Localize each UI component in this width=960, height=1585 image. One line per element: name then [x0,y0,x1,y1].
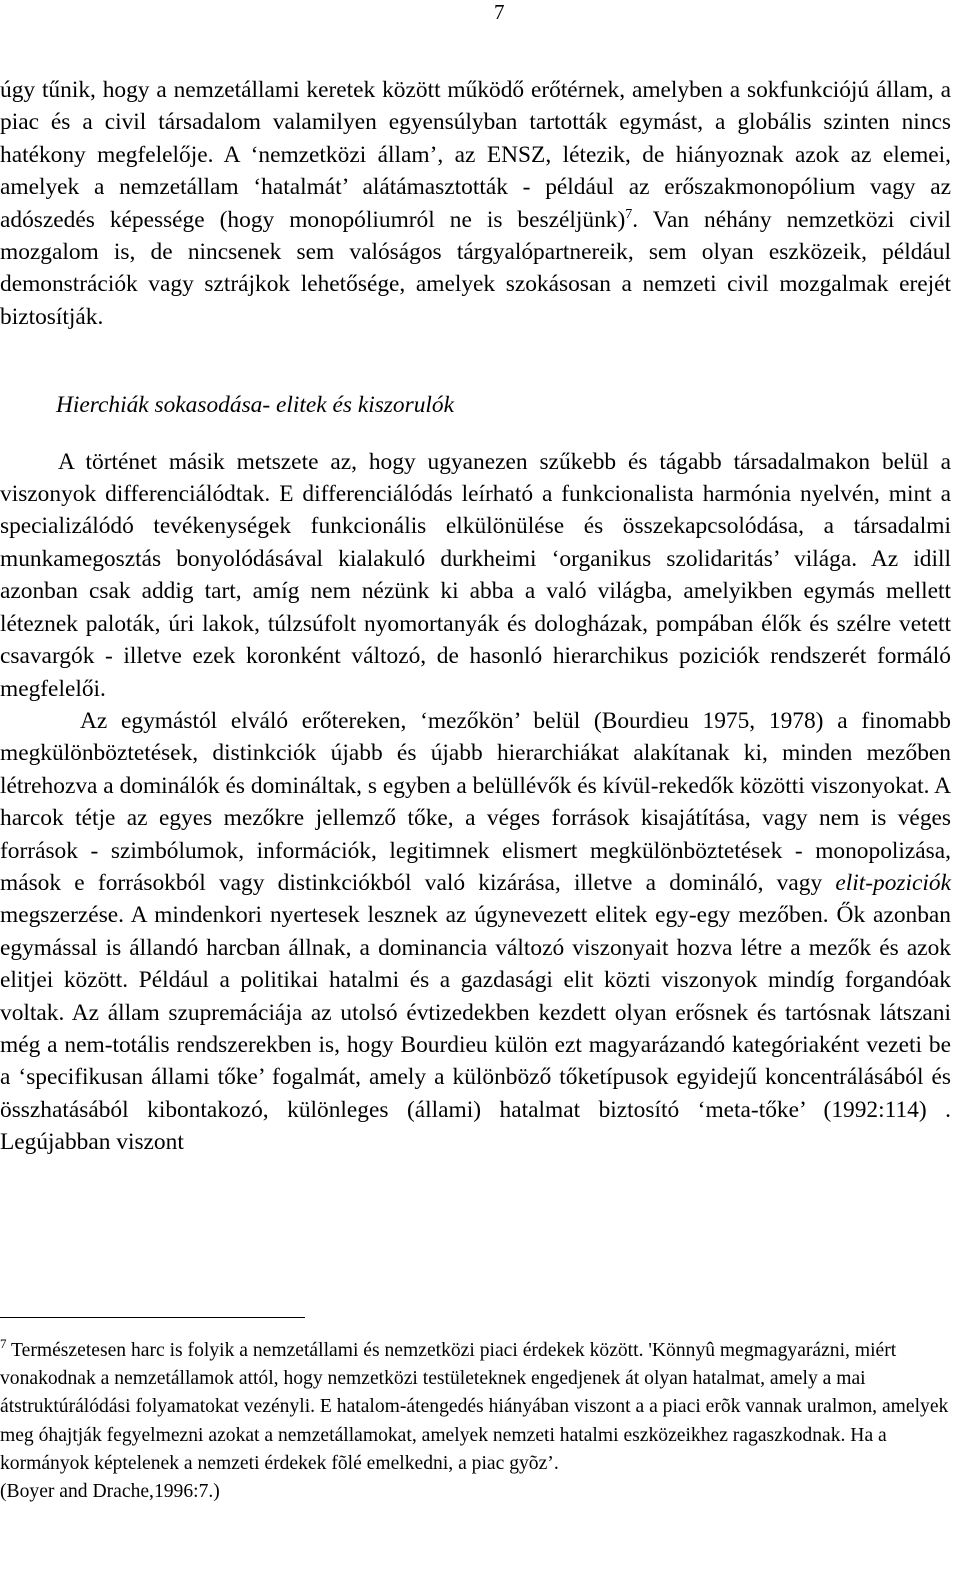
paragraph-3 [0,705,951,1159]
footnote-citation: (Boyer and Drache,1996:7.) [0,1481,220,1503]
paragraph-3-emphasis: elit-poziciók [835,869,951,896]
paragraph-3-text-a: Az egymástól elváló erőtereken, ‘mezőkön’ belül (Bourdieu 1975, 1978) a finomabb megkülönböztetések, distinkciók újabb és újabb hierarchiákat alakítanak ki, minden mezőben létrehozva a dominálók és domináltak, s egyben a belüllévők és kívül-rekedők közötti viszonyokat. A harcok tétje az egyes mezőkre jellemző tőke, a véges források kisajátítása, vagy nem is véges források - szimbólumok, információk, legitimnek elismert megkülönböztetések - monopolizása, mások e forrásokból vagy distinkciókból való kizárása, illetve a domináló, vagy [0,707,951,896]
footnote-number: 7 [0,1336,7,1351]
paragraph-2: A történet másik metszete az, hogy ugyanezen szűkebb és tágabb társadalmakon belül a viszonyok differenciálódtak. E differenciálódás leírható a funkcionalista harmónia nyelvén, mint a specializálódó tevékenységek funkcionális elkülönülése és összekapcsolódása, a társadalmi munkamegosztás bonyolódásával kialakuló durkheimi ‘organikus szolidaritás’ világa. Az idill azonban csak addig tart, amíg nem nézünk ki abba a való világba, amelyikben egymás mellett léteznek paloták, úri lakok, túlzsúfolt nyomortanyák és dologházak, pompában élők és szélre vetett csavargók - illetve ezek koronként változó, de hasonló hierarchikus poziciók rendszerét formáló megfelelői. [0,448,951,702]
page-number: 7 [494,0,505,24]
footnote-body [0,1337,951,1478]
paragraph-3-text-b: megszerzése. A mindenkori nyertesek lesznek az úgynevezett elitek egy-egy mezőben. Ők azonban egymással is állandó harcban állnak, a dominancia változó viszonyait hozva létre a mezők és azok elitjei között. Például a politikai hatalmi és a gazdasági elit közti viszonyok mindíg forgandóak voltak. Az állam szupremáciája az utolsó évtizedekben kezdett olyan erősnek és tartósnak látszani még a nem-totális rendszerekben is, hogy Bourdieu külön ezt magyarázandó kategóriaként vezeti be a ‘specifikusan állami tőke’ fogalmát, amely a különböző tőketípusok egyidejű koncentrálásából és összhatásából kibontakozó, különleges (állami) hatalmat biztosító ‘meta-tőke’ (1992:114) . Legújabban viszont [0,902,951,1156]
section-heading: Hierchiák sokasodása- elitek és kiszorulók [56,392,454,419]
footnote [0,1337,951,1506]
paragraph-1-end: . Van néhány nemzetközi civil mozgalom is, de nincsenek sem valóságos tárgyalópartnereik, sem olyan eszközeik, például demonstrációk vagy sztrájkok lehetősége, amelyek szokásosan a nemzeti civil mozgalmak erejét biztosítják. [0,206,951,330]
paragraph-1 [0,74,951,333]
paragraph-1-text: úgy tűnik, hogy a nemzetállami keretek között működő erőtérnek, amelyben a sokfunkciójú állam, a piac és a civil társadalom valamilyen egyensúlyban tartották egymást, a globális szinten nincs hatékony megfelelője. A ‘nemzetközi állam’, az ENSZ, létezik, de hiányoznak azok az elemei, amelyek a nemzetállam ‘hatalmát’ alátámasztották - például az erőszakmonopólium vagy az adószedés képessége (hogy monopóliumról ne is beszéljünk) [0,77,951,233]
footnote-separator [0,1317,305,1318]
main-text [0,74,951,1159]
footnote-text: Természetesen harc is folyik a nemzetállami és nemzetközi piaci érdekek között. 'Könnyû megmagyarázni, miért vonakodnak a nemzetállamok attól, hogy nemzetközi testületeknek engedjenek át olyan hatalmat, amely a mai átstruktúrálódási folyamatokat vezényli. E hatalom-átengedés hiányában viszont a a piaci erõk vannak uralmon, amelyek meg óhajtják fegyelmezni azokat a nemzetállamokat, amelyek nemzeti hatalmi eszközeikhez ragaszkodnak. Ha a kormányok képtelenek a nemzeti érdekek fõlé emelkedni, a piac gyõz’. [0,1340,949,1474]
footnote-ref[interactable]: 7 [625,206,633,222]
